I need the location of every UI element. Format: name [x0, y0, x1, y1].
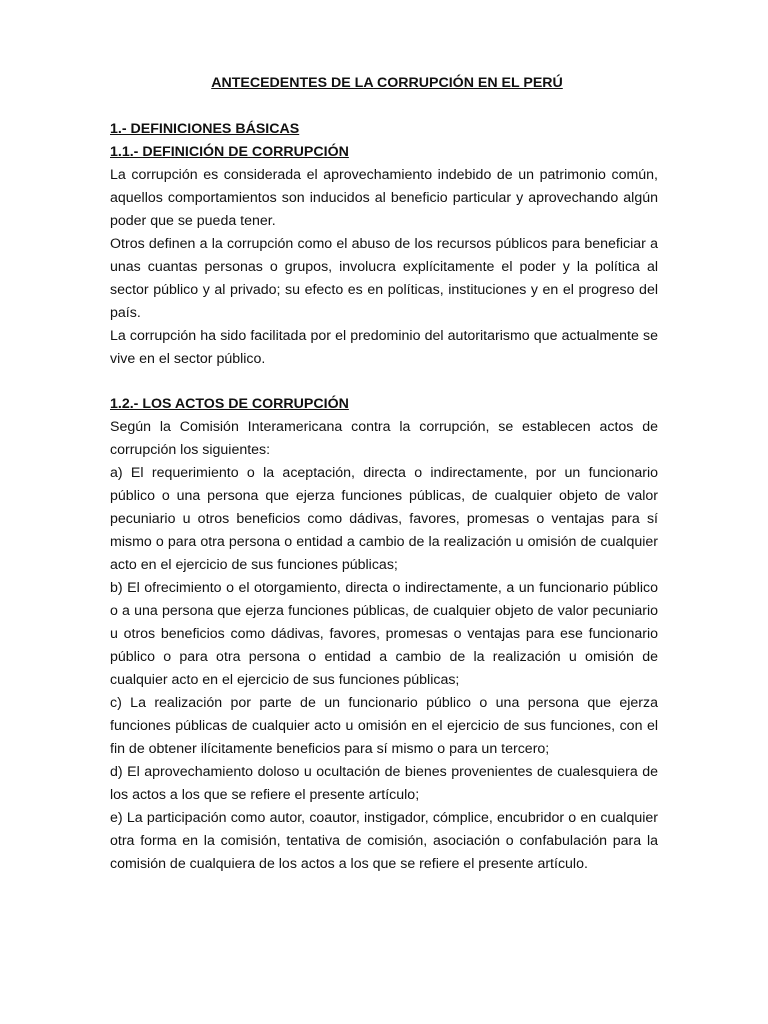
subsection-heading-actos: 1.2.- LOS ACTOS DE CORRUPCIÓN: [110, 396, 349, 412]
list-item-d: d) El aprovechamiento doloso u ocultación de bienes provenientes de cualesquiera de los actos a los que se refiere el presente artículo;: [110, 764, 658, 803]
subsection-heading-definicion: 1.1.- DEFINICIÓN DE CORRUPCIÓN: [110, 144, 349, 160]
paragraph: La corrupción es considerada el aprovechamiento indebido de un patrimonio común, aquellos comportamientos son inducidos al beneficio particular y aprovechando algún poder que se pueda tener.: [110, 167, 658, 229]
paragraph-intro: Según la Comisión Interamericana contra la corrupción, se establecen actos de corrupción los siguientes:: [110, 419, 658, 458]
list-item-a: a) El requerimiento o la aceptación, directa o indirectamente, por un funcionario público o una persona que ejerza funciones públicas, de cualquier objeto de valor pecuniario u otros beneficios como dádivas, favores, promesas o ventajas para sí mismo o para otra persona o entidad a cambio de la realización u omisión de cualquier acto en el ejercicio de sus funciones públicas;: [110, 465, 658, 573]
paragraph: La corrupción ha sido facilitada por el predominio del autoritarismo que actualmente se vive en el sector público.: [110, 328, 658, 367]
list-item-c: c) La realización por parte de un funcionario público o una persona que ejerza funciones públicas de cualquier acto u omisión en el ejercicio de sus funciones, con el fin de obtener ilícitamente beneficios para sí mismo o para un tercero;: [110, 695, 658, 757]
title-spacer: [110, 95, 658, 118]
paragraph: Otros definen a la corrupción como el abuso de los recursos públicos para beneficiar a unas cuantas personas o grupos, involucra explícitamente el poder y la política al sector público y al privado; su efecto es en políticas, instituciones y en el progreso del país.: [110, 236, 658, 321]
list-item-b: b) El ofrecimiento o el otorgamiento, directa o indirectamente, a un funcionario público o a una persona que ejerza funciones públicas, de cualquier objeto de valor pecuniario u otros beneficios como dádivas, favores, promesas o ventajas para ese funcionario público o para otra persona o entidad a cambio de la realización u omisión de cualquier acto en el ejercicio de sus funciones públicas;: [110, 580, 658, 688]
list-item-e: e) La participación como autor, coautor, instigador, cómplice, encubridor o en cualquier otra forma en la comisión, tentativa de comisión, asociación o confabulación para la comisión de cualquiera de los actos a los que se refiere el presente artículo.: [110, 810, 658, 872]
section-heading-definiciones: 1.- DEFINICIONES BÁSICAS: [110, 121, 300, 137]
document-title: ANTECEDENTES DE LA CORRUPCIÓN EN EL PERÚ: [211, 75, 563, 91]
section-spacer: [110, 371, 658, 393]
